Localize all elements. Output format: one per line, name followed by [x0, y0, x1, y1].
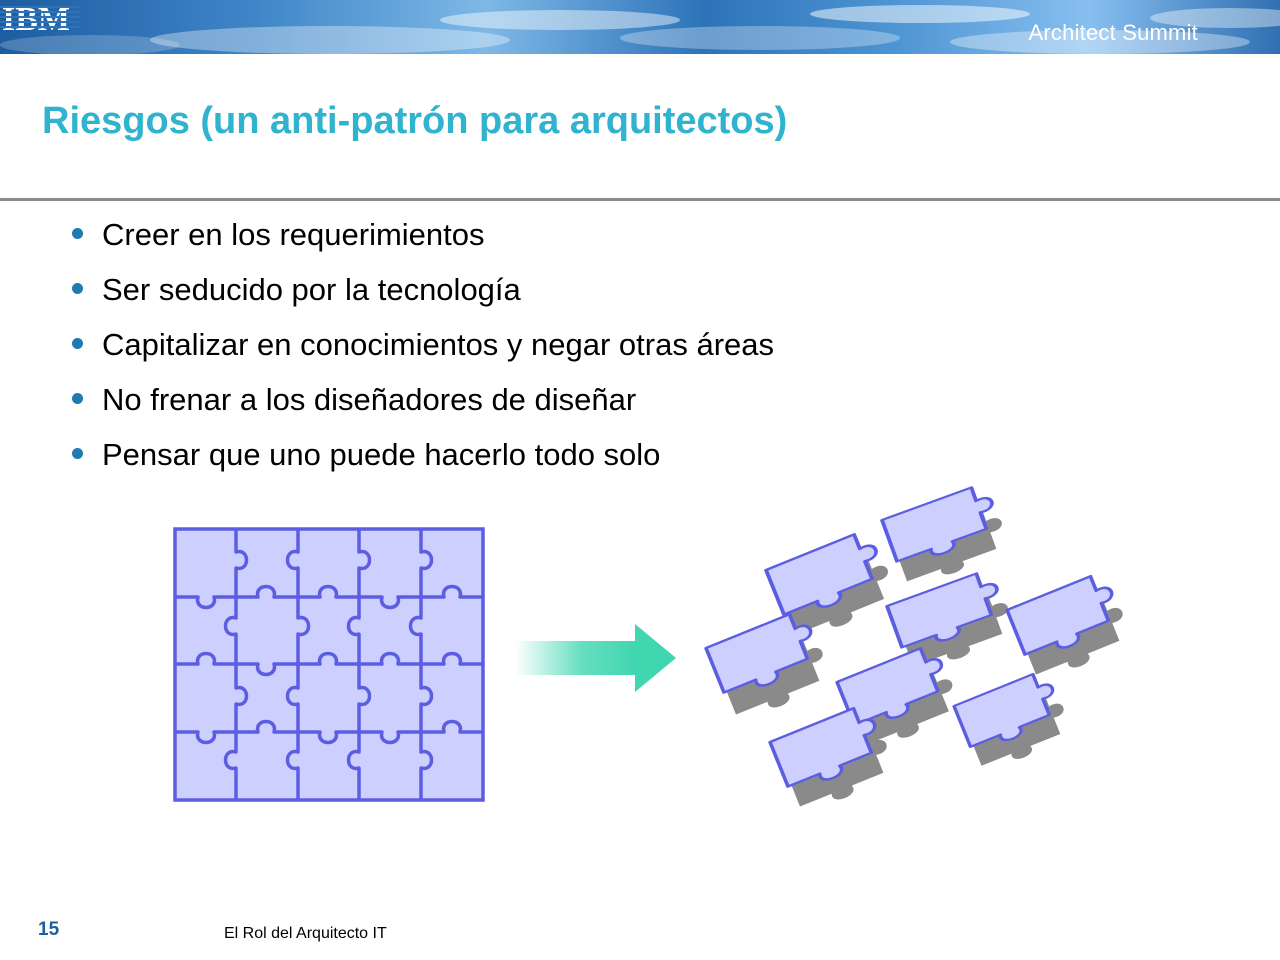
scattered-puzzle-pieces [706, 483, 1135, 815]
footer-text: El Rol del Arquitecto IT [224, 925, 387, 942]
bullet-text: Pensar que uno puede hacerlo todo solo [102, 437, 661, 472]
bullet-dot-icon [72, 393, 83, 404]
title-divider [0, 198, 1280, 201]
bullet-dot-icon [72, 283, 83, 294]
bullet-text: Creer en los requerimientos [102, 217, 485, 252]
bullet-dot-icon [72, 228, 83, 239]
puzzle-illustration [0, 480, 1280, 840]
bullet-text: Ser seducido por la tecnología [102, 272, 521, 307]
bullet-text: Capitalizar en conocimientos y negar otras áreas [102, 327, 775, 362]
right-arrow-icon [515, 624, 676, 692]
assembled-puzzle [175, 529, 483, 800]
page-number: 15 [38, 919, 60, 940]
bullet-dot-icon [72, 338, 83, 349]
slide-title: Riesgos (un anti-patrón para arquitectos) [42, 100, 788, 142]
header-banner [0, 0, 1280, 54]
event-title: Architect Summit [1028, 20, 1198, 45]
bullet-text: No frenar a los diseñadores de diseñar [102, 382, 637, 417]
ibm-logo [0, 0, 80, 34]
bullet-dot-icon [72, 448, 83, 459]
